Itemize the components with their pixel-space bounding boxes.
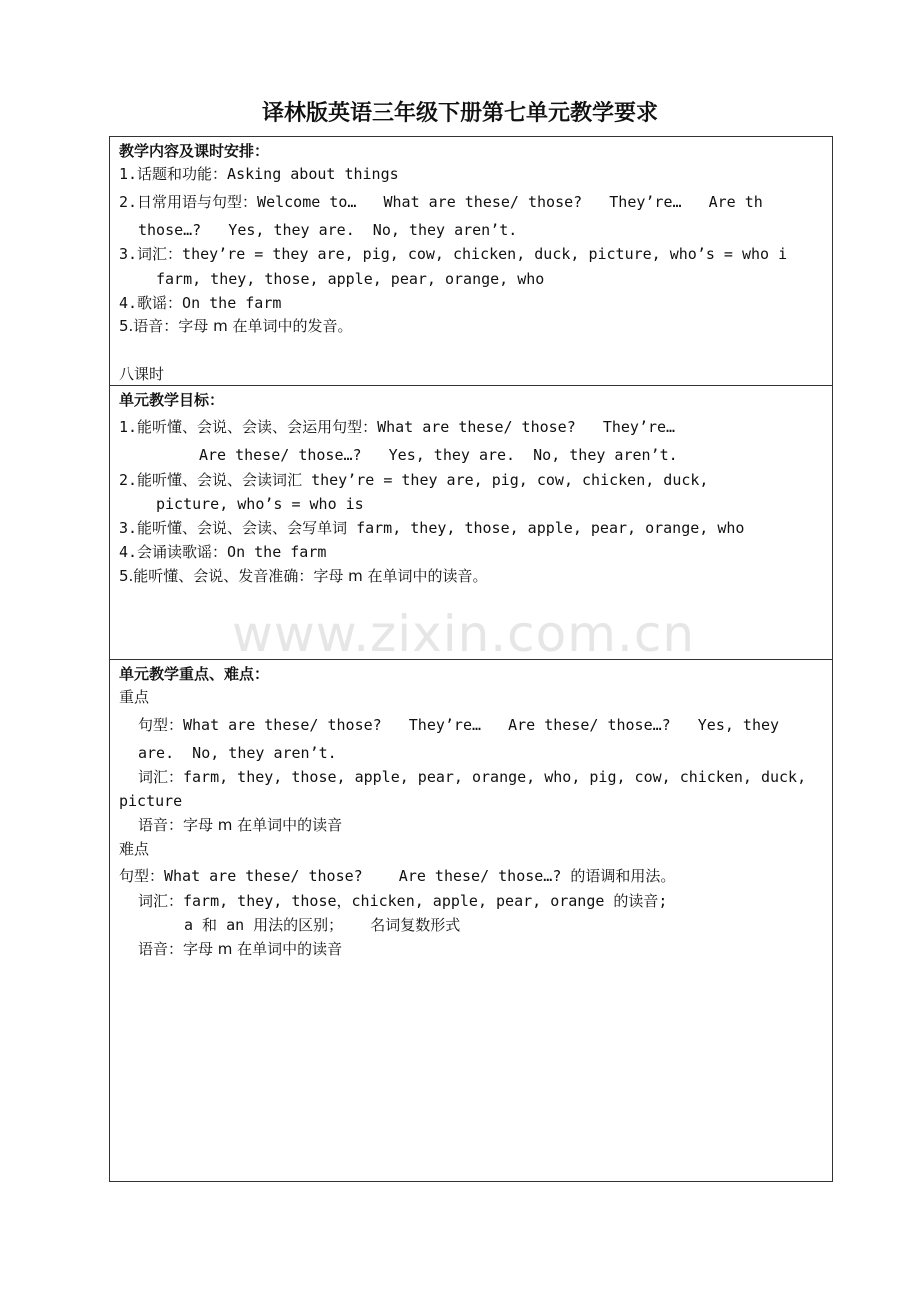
text-line: 词汇：farm, they, those, apple, pear, orange, who, pig, cow, chicken, duck, xyxy=(138,768,807,786)
text-line: those…? Yes, they are. No, they aren’t. xyxy=(138,221,518,239)
text-line: 词汇：farm, they, those，chicken, apple, pear, orange 的读音; xyxy=(138,892,668,910)
text-line: 语音：字母 m 在单词中的读音 xyxy=(138,816,343,834)
text-line: 3.词汇：they’re = they are, pig, cow, chicken, duck, picture, who’s = who i xyxy=(119,245,788,263)
subheading-difficult-points: 难点 xyxy=(119,840,150,858)
text-line: 3.能听懂、会说、会读、会写单词 farm, they, those, apple, pear, orange, who xyxy=(119,519,745,537)
subheading-key-points: 重点 xyxy=(119,688,150,706)
requirements-table xyxy=(109,136,833,1182)
text-line: 2.能听懂、会说、会读词汇 they’re = they are, pig, cow, chicken, duck, xyxy=(119,471,709,489)
lesson-count: 八课时 xyxy=(119,365,165,383)
text-line: 5.语音：字母 m 在单词中的发音。 xyxy=(119,317,353,335)
text-line: 4.会诵读歌谣：On the farm xyxy=(119,543,327,561)
text-line: picture, who’s = who is xyxy=(156,495,364,513)
text-line: 4.歌谣：On the farm xyxy=(119,294,282,312)
text-line: Are these/ those…? Yes, they are. No, they aren’t. xyxy=(199,446,678,464)
text-line: 1.话题和功能：Asking about things xyxy=(119,165,399,183)
section-key-difficult-points xyxy=(110,660,832,1181)
section-heading: 教学内容及课时安排： xyxy=(119,142,270,160)
section-heading: 单元教学目标： xyxy=(119,391,225,409)
text-line: 句型：What are these/ those? They’re… Are these/ those…? Yes, they xyxy=(138,716,780,734)
text-line: farm, they, those, apple, pear, orange, who xyxy=(156,270,545,288)
watermark: www.zixin.com.cn xyxy=(232,605,696,663)
section-unit-goals xyxy=(110,386,832,660)
text-line: a 和 an 用法的区别； 名词复数形式 xyxy=(184,916,461,934)
section-heading: 单元教学重点、难点： xyxy=(119,665,270,683)
text-line: 句型：What are these/ those? Are these/ those…? 的语调和用法。 xyxy=(119,867,676,885)
page-title: 译林版英语三年级下册第七单元教学要求 xyxy=(261,101,658,126)
text-line: 1.能听懂、会说、会读、会运用句型：What are these/ those? They’re… xyxy=(119,418,676,436)
section-content-schedule xyxy=(110,137,832,386)
text-line: picture xyxy=(119,792,183,810)
text-line: 5.能听懂、会说、发音准确：字母 m 在单词中的读音。 xyxy=(119,567,488,585)
text-line: 语音：字母 m 在单词中的读音 xyxy=(138,940,343,958)
text-line: 2.日常用语与句型：Welcome to… What are these/ those? They’re… Are th xyxy=(119,193,763,211)
text-line: are. No, they aren’t. xyxy=(138,744,337,762)
